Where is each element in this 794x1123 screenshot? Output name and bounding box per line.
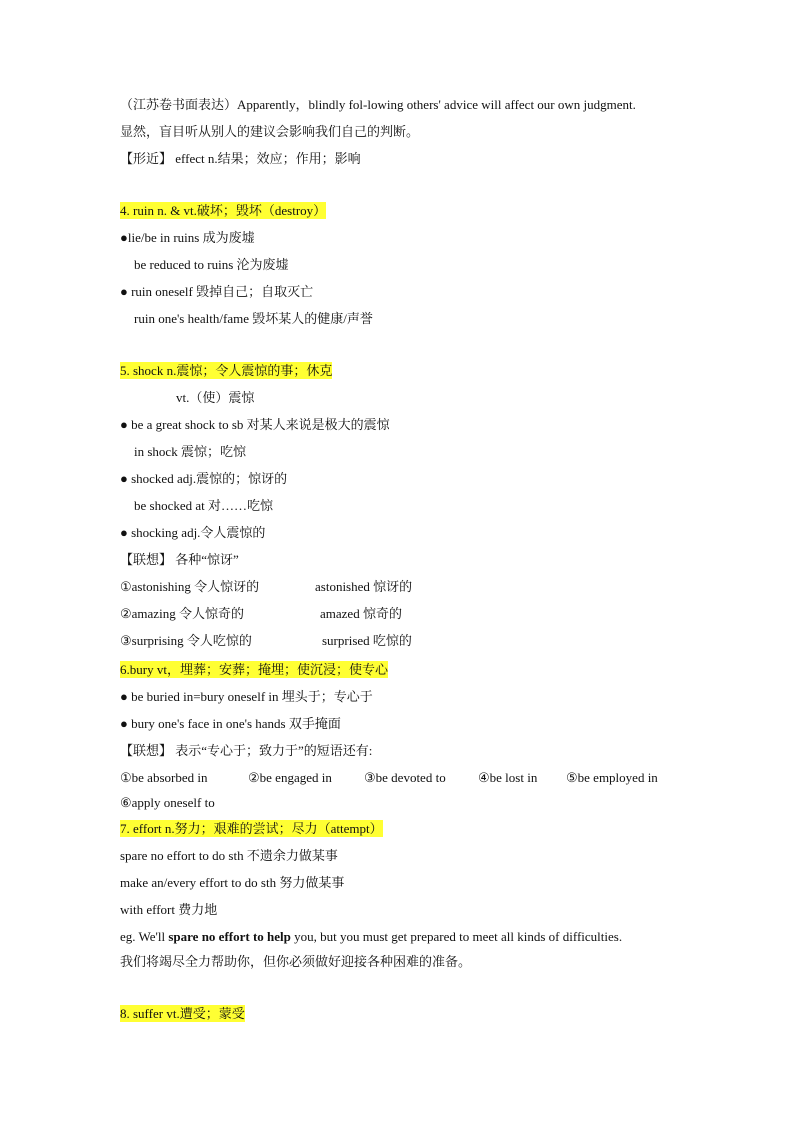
shock-phrase-1: ● be a great shock to sb 对某人来说是极大的震惊 bbox=[120, 417, 390, 432]
heading-bury bbox=[120, 661, 388, 679]
similar-form-note: 【形近】 effect n.结果；效应；作用；影响 bbox=[120, 151, 361, 166]
devote-phrase-2: ②be engaged in bbox=[248, 770, 332, 785]
surprise-word-3b: surprised 吃惊的 bbox=[322, 633, 412, 648]
devote-phrase-6: ⑥apply oneself to bbox=[120, 795, 215, 810]
surprise-word-2b: amazed 惊奇的 bbox=[320, 606, 402, 621]
example-sentence-zh: 显然，盲目听从别人的建议会影响我们自己的判断。 bbox=[120, 124, 420, 139]
heading-shock bbox=[120, 362, 332, 380]
effort-phrase-3: with effort 费力地 bbox=[120, 902, 218, 917]
heading-suffer-text: 8. suffer vt.遭受；蒙受 bbox=[120, 1006, 245, 1021]
heading-ruin-text: 4. ruin n. & vt.破坏；毁坏（destroy） bbox=[120, 203, 327, 218]
shock-phrase-4: be shocked at 对……吃惊 bbox=[134, 498, 274, 513]
ruin-phrase-1: ●lie/be in ruins 成为废墟 bbox=[120, 230, 255, 245]
heading-effort-text: 7. effort n.努力；艰难的尝试；尽力（attempt） bbox=[120, 821, 383, 836]
bury-phrase-2: ● bury one's face in one's hands 双手掩面 bbox=[120, 716, 341, 731]
devote-phrase-1: ①be absorbed in bbox=[120, 770, 208, 785]
devote-phrase-3: ③be devoted to bbox=[364, 770, 446, 785]
effort-example-en bbox=[120, 928, 622, 946]
surprise-word-1b: astonished 惊讶的 bbox=[315, 579, 413, 594]
effort-example-bold: spare no effort to help bbox=[168, 929, 291, 944]
surprise-word-1a: ①astonishing 令人惊讶的 bbox=[120, 579, 260, 594]
ruin-phrase-2: be reduced to ruins 沦为废墟 bbox=[134, 257, 289, 272]
effort-example-post: you, but you must get prepared to meet all kinds of difficulties. bbox=[290, 929, 623, 944]
surprise-word-3a: ③surprising 令人吃惊的 bbox=[120, 633, 252, 648]
bury-phrase-1: ● be buried in=bury oneself in 埋头于；专心于 bbox=[120, 689, 373, 704]
bury-association-label: 【联想】 表示“专心于；致力于”的短语还有: bbox=[120, 743, 373, 758]
heading-suffer bbox=[120, 1005, 245, 1023]
shock-phrase-3: ● shocked adj.震惊的；惊讶的 bbox=[120, 471, 288, 486]
heading-effort bbox=[120, 820, 383, 838]
effort-phrase-2: make an/every effort to do sth 努力做某事 bbox=[120, 875, 345, 890]
association-label: 【联想】 各种“惊讶” bbox=[120, 552, 239, 567]
devote-phrase-5: ⑤be employed in bbox=[566, 770, 658, 785]
example-sentence-en: （江苏卷书面表达）Apparently，blindly fol-lowing others' advice will affect our own judgment. bbox=[120, 97, 636, 112]
ruin-phrase-4: ruin one's health/fame 毁坏某人的健康/声誉 bbox=[134, 311, 373, 326]
shock-phrase-2: in shock 震惊；吃惊 bbox=[134, 444, 246, 459]
heading-ruin bbox=[120, 202, 326, 220]
effort-example-zh: 我们将竭尽全力帮助你，但你必须做好迎接各种困难的准备。 bbox=[120, 954, 472, 969]
heading-bury-text: 6.bury vt，埋葬；安葬；掩埋；使沉浸；使专心 bbox=[120, 662, 388, 677]
heading-shock-text: 5. shock n.震惊；令人震惊的事；休克 bbox=[120, 363, 333, 378]
effort-example-pre: eg. We'll bbox=[120, 929, 169, 944]
ruin-phrase-3: ● ruin oneself 毁掉自己；自取灭亡 bbox=[120, 284, 314, 299]
shock-phrase-5: ● shocking adj.令人震惊的 bbox=[120, 525, 266, 540]
effort-phrase-1: spare no effort to do sth 不遗余力做某事 bbox=[120, 848, 338, 863]
shock-vt: vt.（使）震惊 bbox=[176, 390, 255, 405]
devote-phrase-4: ④be lost in bbox=[478, 770, 538, 785]
surprise-word-2a: ②amazing 令人惊奇的 bbox=[120, 606, 244, 621]
